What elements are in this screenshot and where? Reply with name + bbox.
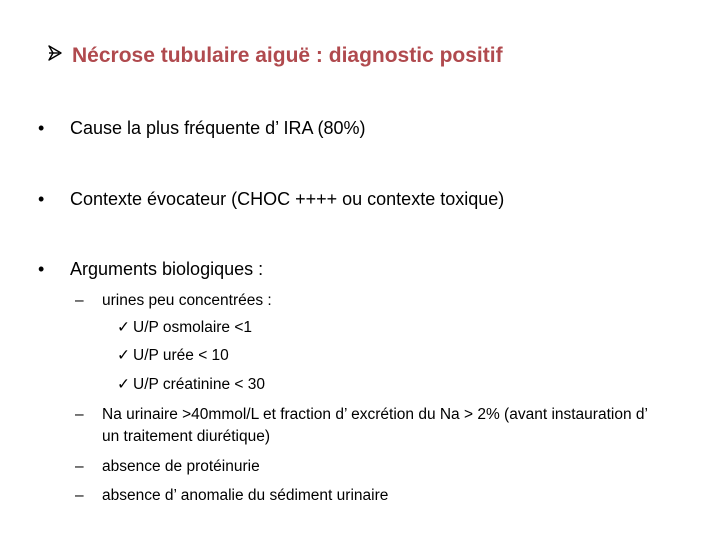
bullet-item [38,118,366,139]
check-item [117,375,265,394]
sub-item-text: absence d’ anomalie du sédiment urinaire [102,487,389,504]
sub-item [75,456,675,478]
dash-bullet: – [75,458,84,475]
sub-item [75,290,675,312]
dash-bullet: – [75,487,84,504]
checkmark-icon: ✓ [117,319,130,336]
bullet-dot: • [38,189,45,209]
check-item [117,318,252,337]
bullet-dot: • [38,118,45,138]
sub-item-text: absence de protéinurie [102,458,260,475]
bullet-item [38,259,263,280]
sub-item [75,485,675,507]
dash-bullet: – [75,406,84,423]
slide-title [46,44,686,68]
sub-item-text: Na urinaire >40mmol/L et fraction d’ excrétion du Na > 2% (avant instauration d’ un traitement diurétique) [102,406,648,445]
bullet-dot: • [38,259,45,279]
check-item-text: U/P osmolaire <1 [133,319,253,336]
checkmark-icon: ✓ [117,347,130,364]
arrow-bullet-icon [46,44,66,68]
bullet-text: Arguments biologiques : [70,259,264,279]
check-item-text: U/P créatinine < 30 [133,376,265,393]
bullet-text: Contexte évocateur (CHOC ++++ ou contexte toxique) [70,189,505,209]
title-text: Nécrose tubulaire aiguë : diagnostic positif [72,44,503,67]
checkmark-icon: ✓ [117,376,130,393]
bullet-item [38,189,504,210]
check-item-text: U/P urée < 10 [133,347,229,364]
check-item [117,346,229,365]
bullet-text: Cause la plus fréquente d’ IRA (80%) [70,118,366,138]
sub-item [75,404,675,448]
dash-bullet: – [75,292,84,309]
sub-item-text: urines peu concentrées : [102,292,272,309]
